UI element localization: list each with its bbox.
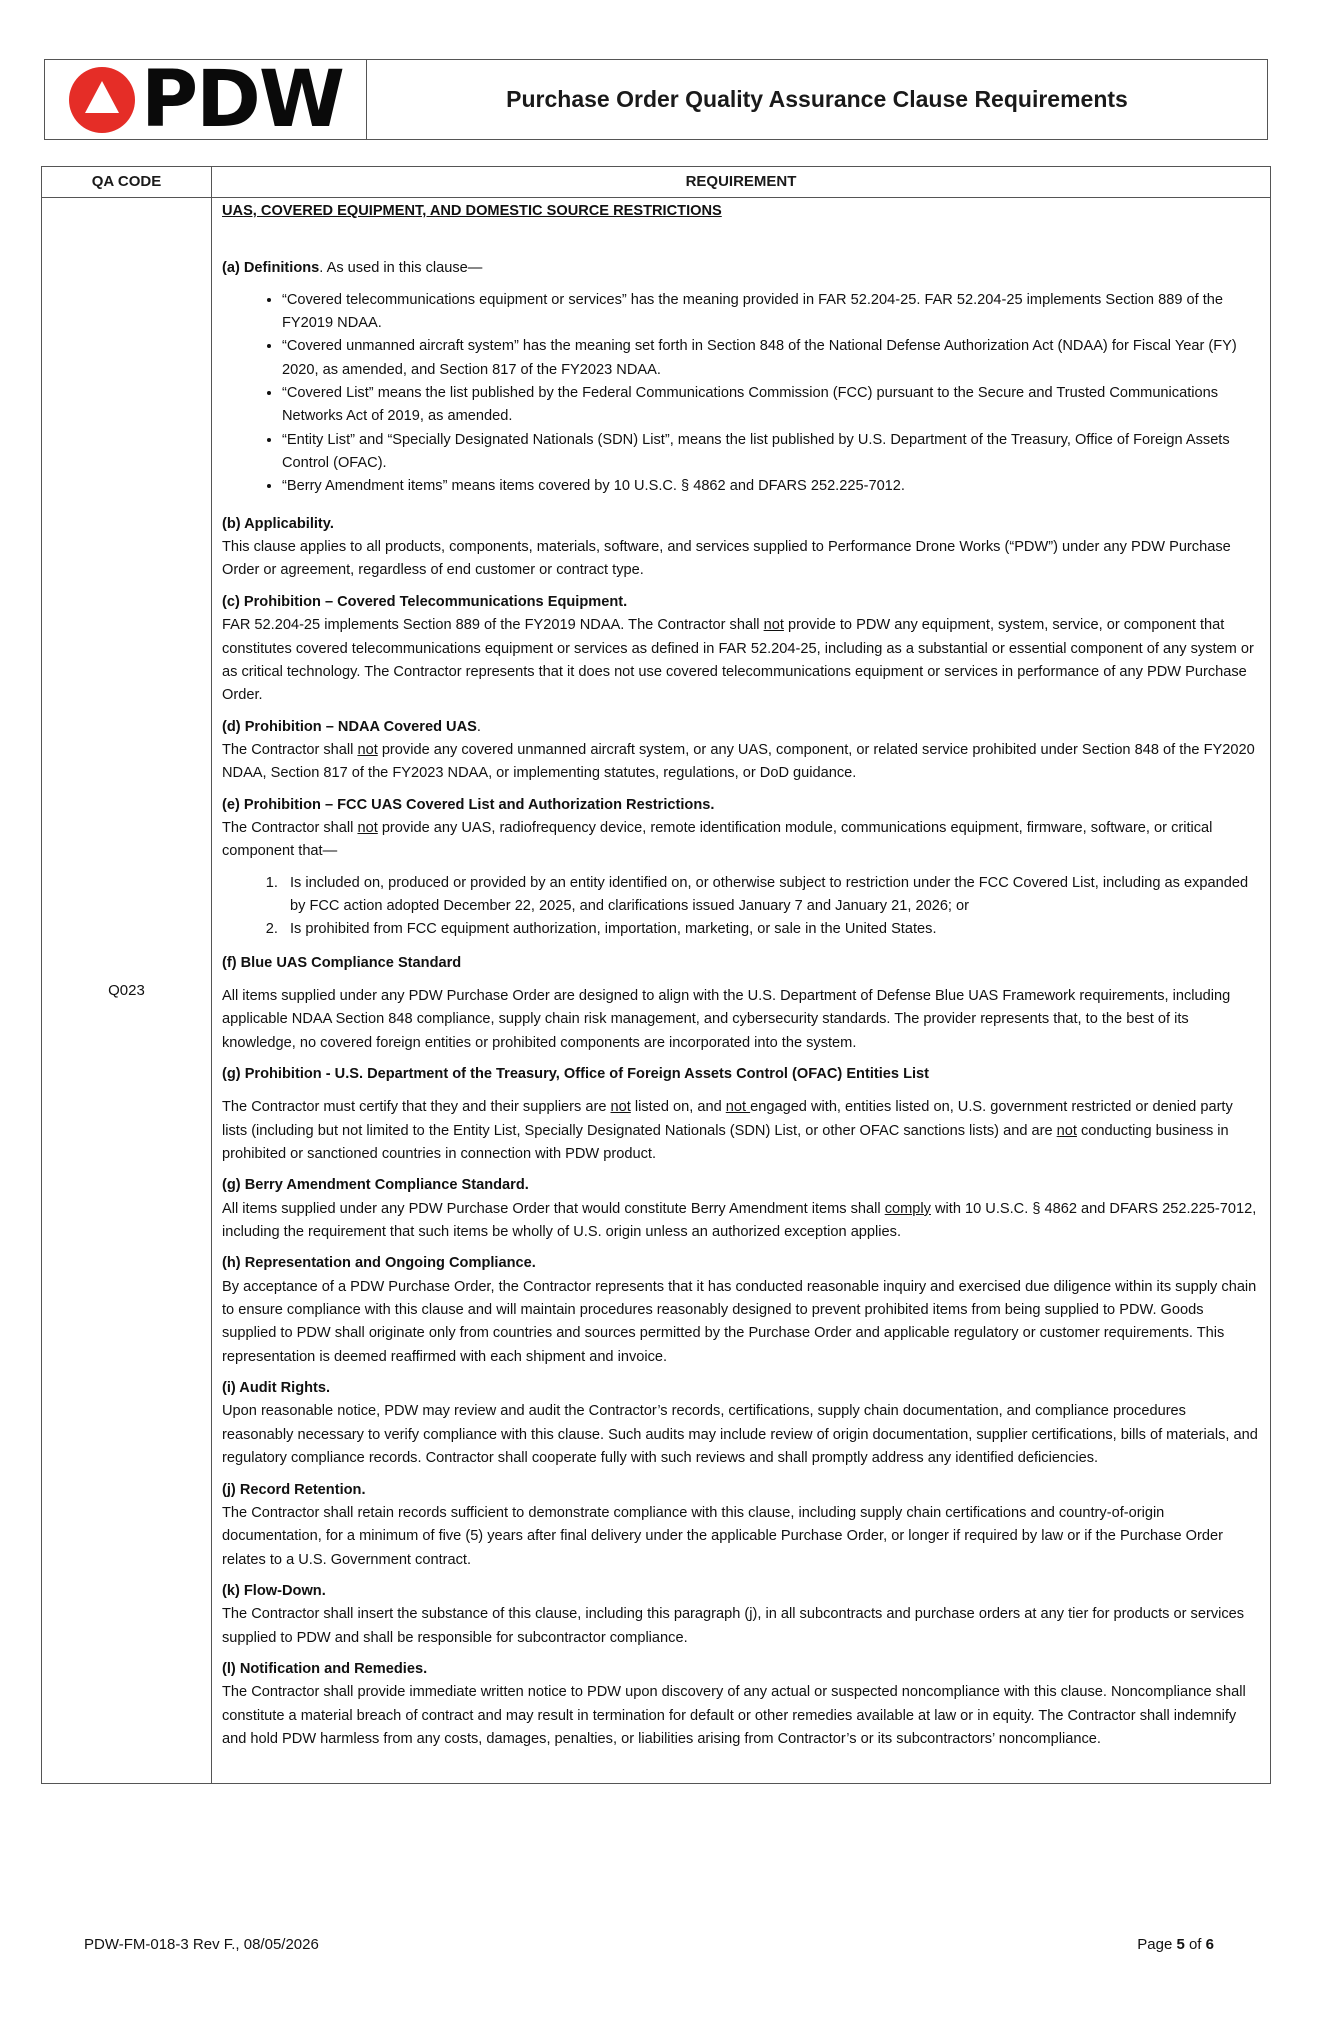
page-label: Page — [1137, 1936, 1177, 1953]
section-heading: (g) Prohibition - U.S. Department of the Treasury, Office of Foreign Assets Control (OFAC) Entities List — [222, 1066, 930, 1082]
list-item: • “Entity List” and “Specially Designated Nationals (SDN) List”, means the list published by U.S. Department of the Treasury, Office of Foreign Assets Control (OFAC). — [282, 429, 1260, 476]
underlined-text: not — [610, 1099, 631, 1116]
requirement-cell — [212, 198, 1271, 1784]
section-heading: (k) Flow-Down. — [222, 1582, 326, 1599]
section-heading: (h) Representation and Ongoing Compliance. — [222, 1255, 536, 1272]
section-heading: (g) Berry Amendment Compliance Standard. — [222, 1177, 529, 1194]
body-text: listed on, and — [630, 1099, 726, 1116]
document-header — [44, 54, 1268, 145]
definitions-list — [222, 289, 1260, 499]
clause-title: UAS, COVERED EQUIPMENT, AND DOMESTIC SOURCE RESTRICTIONS — [222, 203, 722, 219]
body-text: The Contractor shall — [222, 741, 358, 758]
section-body: By acceptance of a PDW Purchase Order, the Contractor represents that it has conducted reasonable inquiry and exercised due diligence within its supply chain to ensure compliance with this clause and will maintain procedures reasonably designed to prevent prohibited items from being supplied to PDW. Goods supplied to PDW shall originate only from countries and sources permitted by the Purchase Order and applicable regulatory or customer requirements. This representation is deemed reaffirmed with each shipment and invoice. — [222, 1278, 1257, 1365]
section-body — [222, 739, 1260, 786]
form-identifier: PDW-FM-018-3 Rev F., 08/05/2026 — [84, 1936, 319, 1953]
section-body: The Contractor shall insert the substance of this clause, including this paragraph (j), in all subcontracts and purchase orders at any tier for products or services supplied to PDW and shall be responsible for subcontractor compliance. — [222, 1606, 1245, 1646]
table-header-row — [42, 167, 1271, 198]
body-text: conducting business in prohibited or sanctioned countries in connection with PDW product. — [222, 1122, 1229, 1163]
section-g-ofac — [222, 1063, 1260, 1166]
section-j-records — [222, 1479, 1260, 1572]
body-text: provide any covered unmanned aircraft system, or any UAS, component, or related service prohibited under Section 848 of the FY2020 NDAA, Section 817 of the FY2023 NDAA, or implementing statutes, regulations, or DoD guidance. — [222, 741, 1255, 782]
underlined-text: not — [357, 819, 378, 836]
section-i-audit — [222, 1377, 1260, 1470]
body-text: provide any UAS, radiofrequency device, remote identification module, communications equipment, firmware, software, or critical component that— — [222, 819, 1213, 860]
logo-emblem-icon — [69, 67, 135, 133]
list-item: • “Berry Amendment items” means items covered by 10 U.S.C. § 4862 and DFARS 252.225-7012. — [282, 475, 1260, 498]
section-body — [222, 1198, 1260, 1245]
section-body: All items supplied under any PDW Purchase Order are designed to align with the U.S. Department of Defense Blue UAS Framework requirements, including applicable NDAA Section 848 compliance, supply chain risk management, and cybersecurity standards. The provider represents that, to the best of its knowledge, no covered foreign entities or prohibited components are incorporated into the system. — [222, 987, 1231, 1051]
section-l-notification — [222, 1658, 1260, 1751]
section-heading: (f) Blue UAS Compliance Standard — [222, 954, 462, 971]
section-heading: (a) Definitions — [222, 260, 320, 277]
section-heading: (i) Audit Rights. — [222, 1380, 331, 1397]
qa-clause-table — [41, 166, 1271, 1784]
section-a-definitions — [222, 257, 1260, 498]
body-text: The Contractor shall — [222, 819, 358, 836]
body-text: with 10 U.S.C. § 4862 and DFARS 252.225-7012, including the requirement that such items be wholly of U.S. origin unless an authorized exception applies. — [222, 1200, 1257, 1241]
body-text: All items supplied under any PDW Purchase Order that would constitute Berry Amendment items shall — [222, 1200, 885, 1217]
section-heading: (j) Record Retention. — [222, 1481, 366, 1498]
qa-code-cell: Q023 — [42, 198, 212, 1784]
current-page: 5 — [1176, 1936, 1185, 1953]
section-body: This clause applies to all products, components, materials, software, and services supplied to Performance Drone Works (“PDW”) under any PDW Purchase Order or agreement, regardless of end customer or contract type. — [222, 539, 1231, 579]
section-heading: (e) Prohibition – FCC UAS Covered List and Authorization Restrictions. — [222, 796, 715, 813]
section-body — [222, 1096, 1260, 1166]
list-item: • “Covered telecommunications equipment or services” has the meaning provided in FAR 52.204-25. FAR 52.204-25 implements Section 889 of the FY2019 NDAA. — [282, 289, 1260, 336]
page-separator: of — [1184, 1936, 1206, 1953]
heading-tail: . — [476, 718, 481, 735]
section-heading: (l) Notification and Remedies. — [222, 1660, 428, 1677]
section-c-telecom — [222, 591, 1260, 708]
section-g-berry — [222, 1174, 1260, 1244]
body-text: FAR 52.204-25 implements Section 889 of the FY2019 NDAA. The Contractor shall — [222, 617, 764, 634]
section-b-applicability — [222, 513, 1260, 583]
section-d-ndaa-uas — [222, 716, 1260, 786]
list-item: 1. Is included on, produced or provided by an entity identified on, or otherwise subject to restriction under the FCC Covered List, including as expanded by FCC action adopted December 22, 2025, and clarifications issued January 7 and January 21, 2026; or — [282, 872, 1260, 919]
document-title: Purchase Order Quality Assurance Clause Requirements — [506, 86, 1128, 112]
logo-wordmark: PDW — [141, 54, 343, 145]
section-body: Upon reasonable notice, PDW may review and audit the Contractor’s records, certifications, supply chain documentation, and compliance procedures reasonably necessary to verify compliance with this clause. Such audits may include review of origin documentation, supplier certifications, bills of materials, and regulatory compliance records. Contractor shall cooperate fully with such reviews and shall promptly address any identified deficiencies. — [222, 1403, 1258, 1467]
underlined-text: not — [357, 741, 378, 758]
section-heading: (c) Prohibition – Covered Telecommunications Equipment. — [222, 593, 628, 610]
section-body — [222, 817, 1260, 864]
body-text: The Contractor must certify that they and their suppliers are — [222, 1099, 611, 1116]
underlined-text: comply — [884, 1200, 931, 1217]
section-body — [222, 614, 1260, 707]
table-row — [42, 198, 1271, 1784]
body-text: engaged with, entities listed on, U.S. government restricted or denied party lists (including but not limited to the Entity List, Specially Designated Nationals (SDN) List, or other OFAC sanctions lists) and are — [222, 1099, 1233, 1139]
section-heading: (b) Applicability. — [222, 515, 334, 532]
restrictions-list — [222, 872, 1260, 942]
section-k-flowdown — [222, 1580, 1260, 1650]
page-number — [1137, 1936, 1214, 1953]
requirement-column-header: REQUIREMENT — [212, 167, 1271, 198]
section-body: The Contractor shall retain records sufficient to demonstrate compliance with this clause, including supply chain certifications and country-of-origin documentation, for a minimum of five (5) years after final delivery under the applicable Purchase Order, or longer if required by law or if the Purchase Order relates to a U.S. Government contract. — [222, 1504, 1223, 1568]
total-pages: 6 — [1205, 1936, 1214, 1953]
qa-code-column-header: QA CODE — [42, 167, 212, 198]
section-e-fcc — [222, 794, 1260, 942]
section-h-representation — [222, 1252, 1260, 1369]
section-heading: (d) Prohibition – NDAA Covered UAS — [222, 718, 477, 735]
underlined-text: not — [1056, 1122, 1077, 1139]
underlined-text: not — [725, 1099, 751, 1116]
section-f-blue-uas — [222, 952, 1260, 1055]
body-text: provide to PDW any equipment, system, service, or component that constitutes covered telecommunications equipment or services as defined in FAR 52.204-25, including as a substantial or essential component of any system or as critical technology. The Contractor represents that it does not use covered telecommunications equipment or services in performance of any PDW Purchase Order. — [222, 617, 1254, 704]
section-body: The Contractor shall provide immediate written notice to PDW upon discovery of any actual or suspected noncompliance with this clause. Noncompliance shall constitute a material breach of contract and may result in termination for default or other remedies available at law or in equity. The Contractor shall indemnify and hold PDW harmless from any costs, damages, penalties, or liabilities arising from Contractor’s or its subcontractors’ noncompliance. — [222, 1684, 1246, 1747]
company-logo — [45, 54, 367, 145]
list-item: 2. Is prohibited from FCC equipment authorization, importation, marketing, or sale in the United States. — [282, 918, 1260, 941]
section-intro: . As used in this clause— — [319, 260, 483, 277]
list-item: • “Covered List” means the list published by the Federal Communications Commission (FCC) pursuant to the Secure and Trusted Communications Networks Act of 2019, as amended. — [282, 382, 1260, 429]
underlined-text: not — [763, 617, 784, 634]
list-item: • “Covered unmanned aircraft system” has the meaning set forth in Section 848 of the National Defense Authorization Act (NDAA) for Fiscal Year (FY) 2020, as amended, and Section 817 of the FY2023 NDAA. — [282, 335, 1260, 382]
